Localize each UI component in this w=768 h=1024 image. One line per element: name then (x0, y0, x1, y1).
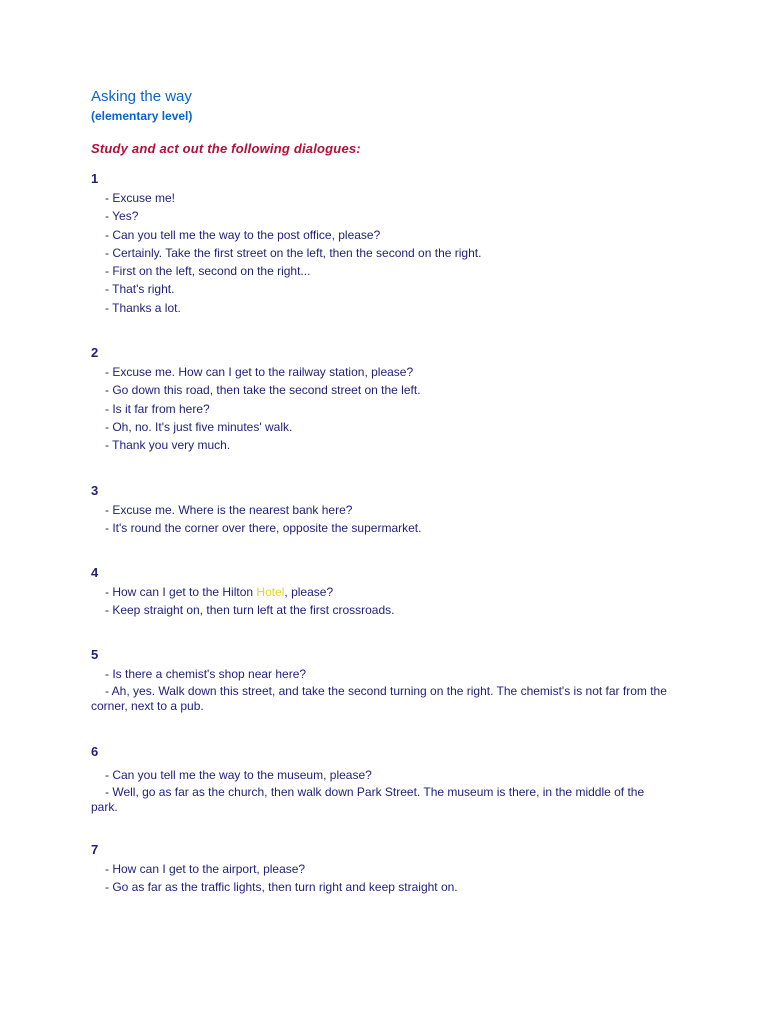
dialogue-line: - Can you tell me the way to the museum, please? (105, 768, 372, 782)
dialogue-line: - Certainly. Take the first street on the left, then the second on the right. (105, 245, 482, 260)
dialogue-number: 4 (91, 565, 99, 580)
dialogue-line: - Can you tell me the way to the post office, please? (105, 227, 381, 242)
dialogue-number: 6 (91, 744, 99, 759)
dialogue-line: - That's right. (105, 282, 175, 297)
dialogue-line: - Excuse me. How can I get to the railway station, please? (105, 365, 414, 379)
dialogue-line: - First on the left, second on the right... (105, 264, 311, 279)
dialogue-1 (91, 171, 671, 317)
dialogue-line: - Keep straight on, then turn left at the first crossroads. (105, 603, 395, 618)
dialogue-line: - Is there a chemist's shop near here? (105, 667, 307, 681)
dialogue-number: 1 (91, 171, 99, 186)
dialogue-5 (91, 647, 671, 714)
instruction-text: Study and act out the following dialogues: (91, 141, 361, 156)
dialogue-number: 2 (91, 345, 99, 360)
dialogue-line: - Go down this road, then take the second street on the left. (105, 383, 421, 398)
dialogue-line: - Go as far as the traffic lights, then turn right and keep straight on. (105, 880, 458, 895)
dialogue-number: 7 (91, 842, 99, 857)
dialogue-2 (91, 345, 671, 454)
dialogue-line: - Yes? (105, 209, 139, 224)
page-subtitle: (elementary level) (91, 109, 193, 123)
page-title: Asking the way (91, 88, 192, 105)
dialogue-4 (91, 565, 671, 620)
dialogue-line: - Excuse me. Where is the nearest bank here? (105, 503, 353, 517)
dialogue-line: - Oh, no. It's just five minutes' walk. (105, 419, 293, 434)
dialogue-line: - Well, go as far as the church, then walk down Park Street. The museum is there, in the middle of the park. (91, 785, 645, 815)
dialogue-3 (91, 483, 671, 538)
dialogue-line: - Thanks a lot. (105, 300, 181, 315)
dialogue-number: 3 (91, 483, 99, 498)
dialogue-line: - Is it far from here? (105, 401, 210, 416)
dialogue-number: 5 (91, 647, 99, 662)
dialogue-line-start: - How can I get to the Hilton (105, 585, 257, 599)
dialogue-6 (91, 744, 671, 815)
dialogue-line: - Excuse me! (105, 191, 176, 205)
dialogue-line: - Ah, yes. Walk down this street, and take the second turning on the right. The chemist's is not far from the corner, next to a pub. (91, 684, 667, 714)
dialogue-line-end: , please? (284, 585, 334, 599)
dialogue-line: - It's round the corner over there, opposite the supermarket. (105, 521, 422, 536)
dialogue-7 (91, 842, 671, 897)
dialogue-line: - Thank you very much. (105, 438, 231, 453)
highlighted-word: Hotel (256, 585, 285, 599)
dialogue-line (91, 583, 671, 601)
dialogue-line: - How can I get to the airport, please? (105, 862, 306, 876)
